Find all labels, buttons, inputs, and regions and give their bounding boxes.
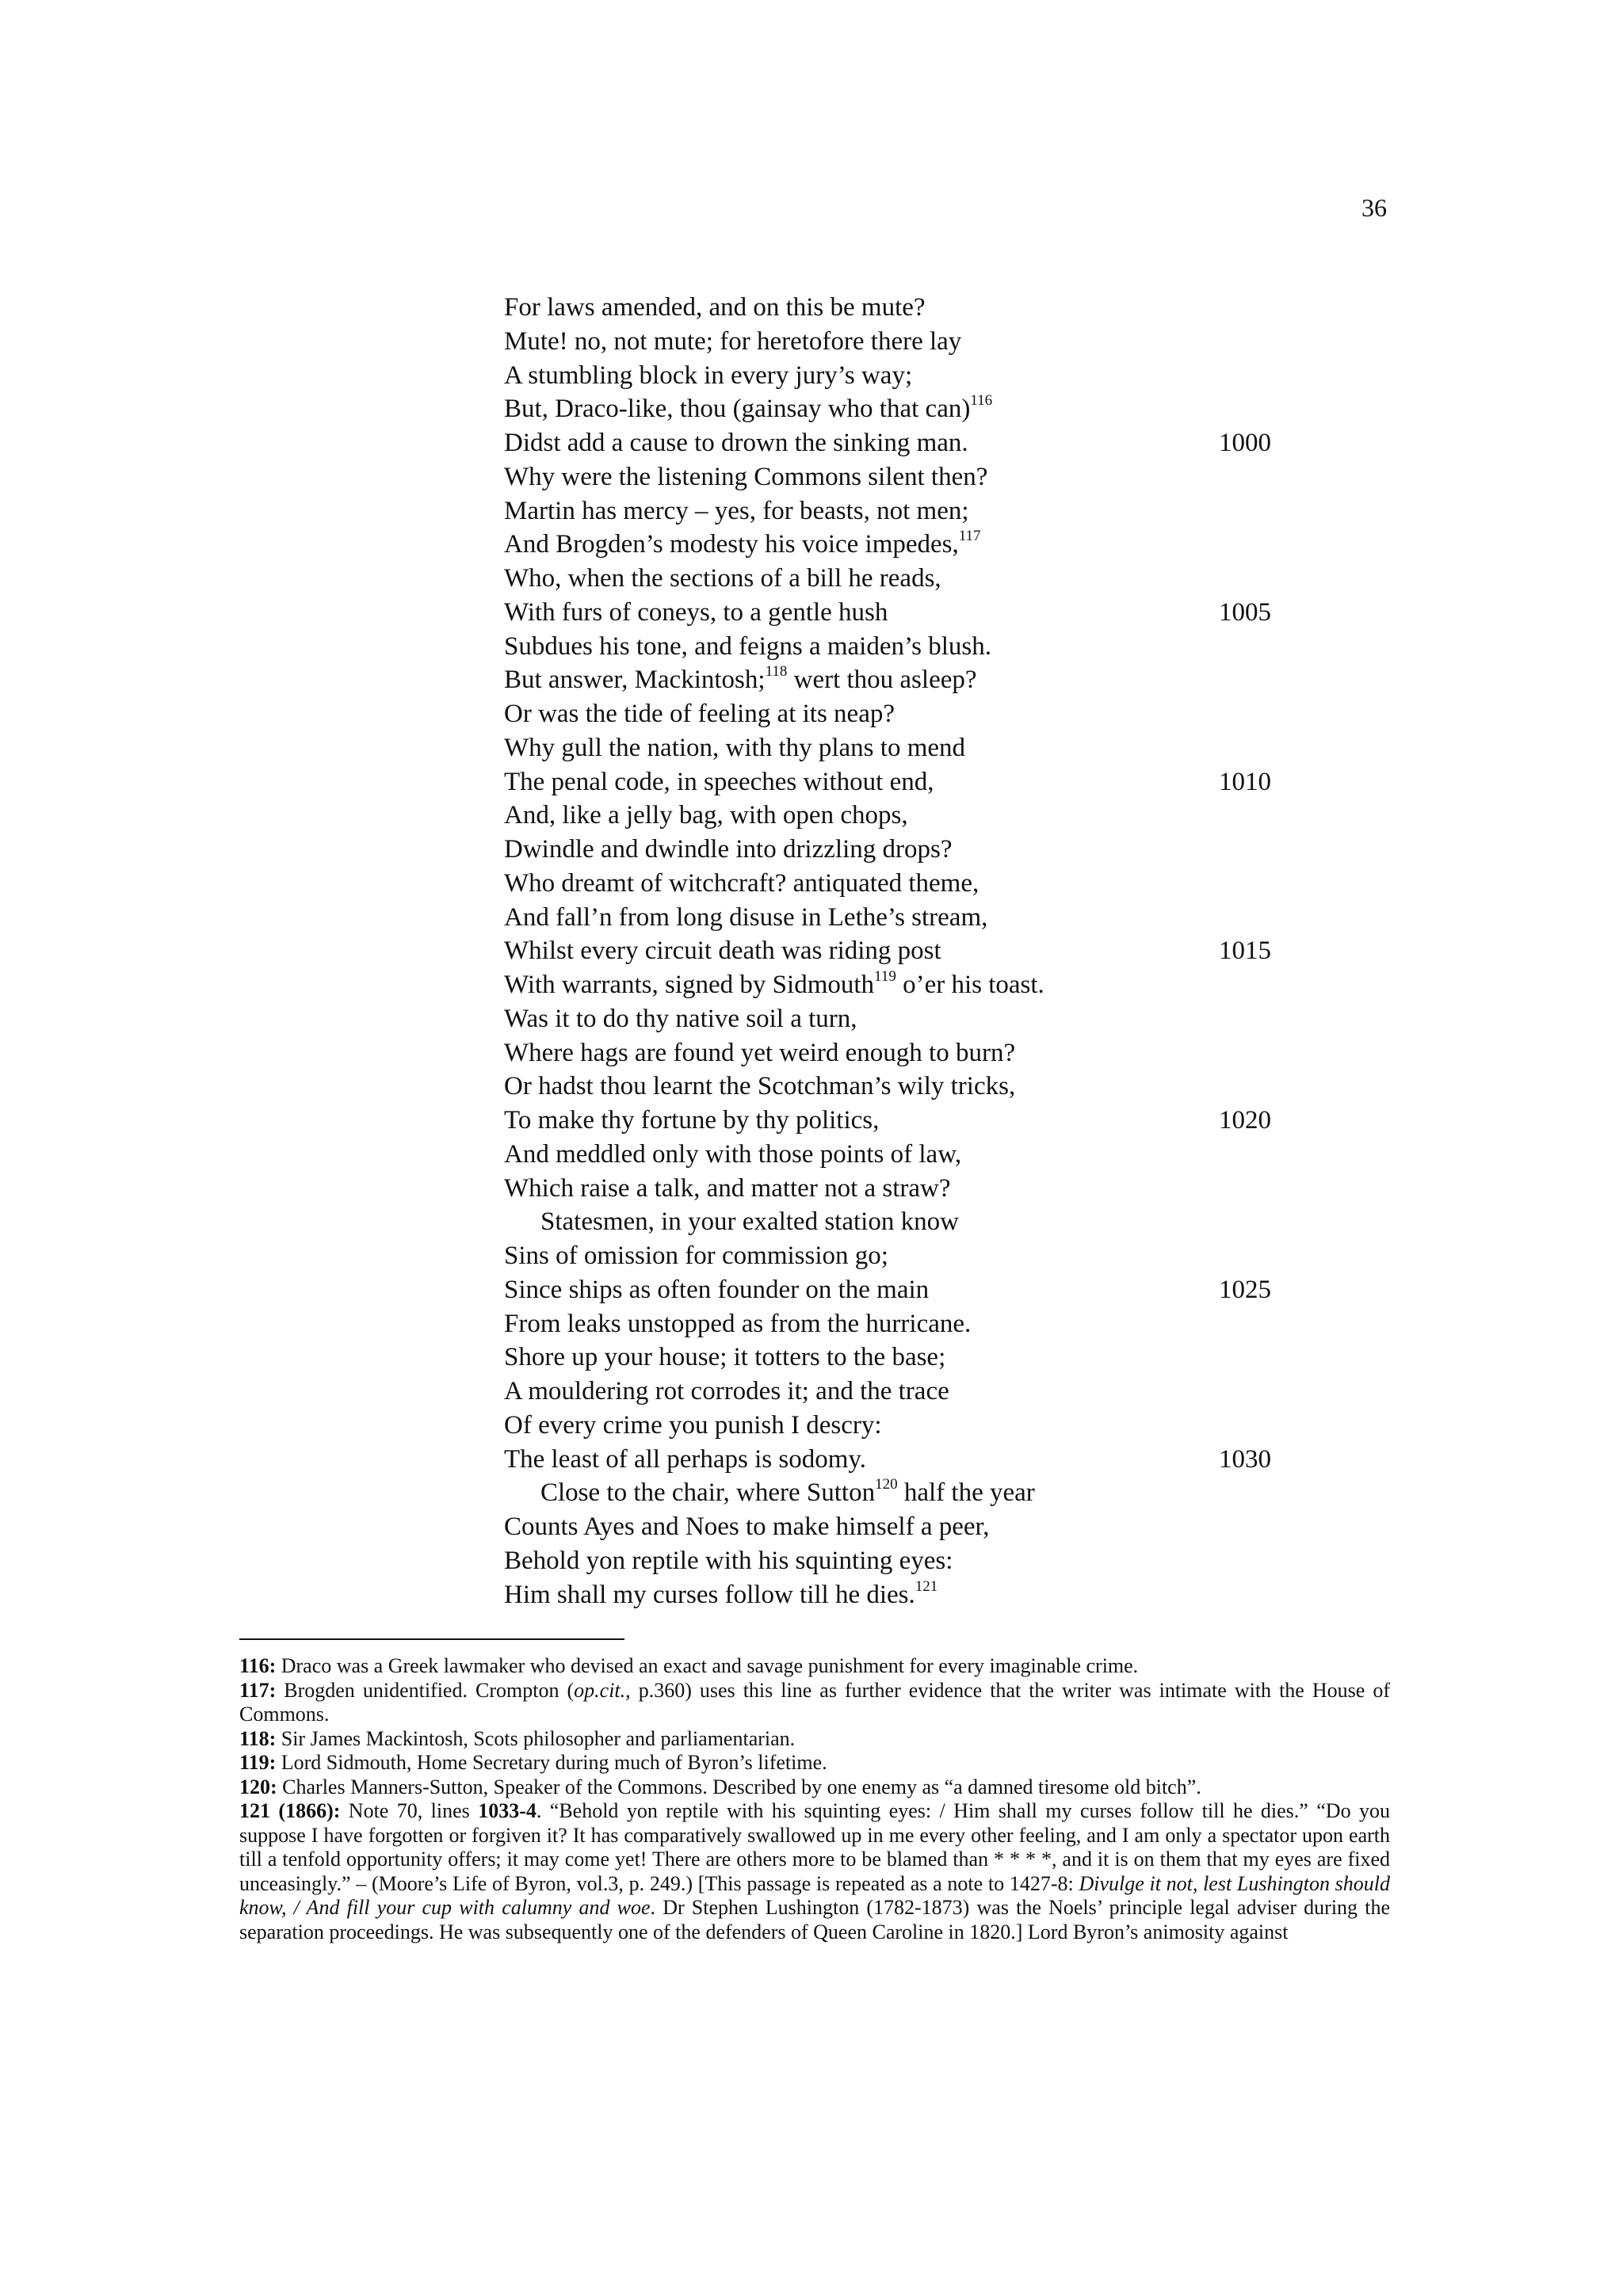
poem-line-words: The penal code, in speeches without end, [504, 767, 934, 796]
poem-line-text [504, 361, 912, 390]
poem-line-words: With warrants, signed by Sidmouth [504, 971, 875, 999]
poem-line-words: Why gull the nation, with thy plans to mend [504, 733, 966, 762]
poem-line-words: But answer, Mackintosh; [504, 666, 766, 695]
footnote-label: 118: [239, 1726, 277, 1750]
poem-line-text [504, 663, 977, 695]
poem-line-text [504, 1106, 879, 1135]
footnote-text: Brogden unidentified. Crompton ( [276, 1678, 575, 1702]
poem-line-words: But, Draco-like, thou (gainsay who that can) [504, 395, 971, 424]
poem-line [504, 1510, 1344, 1544]
poem-line-words: Or was the tide of feeling at its neap? [504, 700, 895, 728]
poem-line-words: For laws amended, and on this be mute? [504, 293, 926, 322]
footnote-text: Sir James Mackintosh, Scots philosopher and parliamentarian. [276, 1726, 796, 1750]
line-number: 1020 [1219, 1106, 1271, 1135]
poem-line [504, 901, 1344, 935]
footnote-text: . Dr Stephen Lushington (1782-1873) was the Noels’ principle legal adviser during the separation proceedings. He was subsequently one of the defenders of Queen Caroline in 1820.] Lord Byron’s animosity against [239, 1896, 1390, 1943]
poem-line [504, 392, 1344, 426]
poem-line-words: The least of all perhaps is sodomy. [504, 1444, 867, 1474]
poem-line-text [504, 835, 952, 864]
poem-line-words: Whilst every circuit death was riding post [504, 936, 941, 966]
poem-line-text [504, 598, 888, 627]
poem-line-words: Subdues his tone, and feigns a maiden’s blush. [504, 631, 992, 661]
footnote-120 [239, 1775, 1390, 1800]
poem-line-text [504, 700, 895, 728]
poem-line-text [504, 1377, 949, 1405]
poem-line [504, 1443, 1344, 1477]
poem-line-text [504, 327, 961, 356]
footnote-italic: op.cit. [574, 1678, 626, 1702]
poem-line [504, 359, 1344, 393]
poem-line-text [504, 801, 908, 830]
poem-line-words: And, like a jelly bag, with open chops, [504, 801, 908, 830]
poem-line [504, 1375, 1344, 1409]
footnote-label: 121 (1866): [239, 1799, 341, 1822]
footnote-reference: 119 [874, 968, 896, 985]
poem-line [504, 1578, 1344, 1612]
poem-line-text [504, 968, 1044, 999]
poem-line-words: With furs of coneys, to a gentle hush [504, 597, 888, 627]
poem-line-words: Statesmen, in your exalted station know [540, 1207, 959, 1237]
poem-line [504, 1341, 1344, 1375]
footnote-text: Note 70, lines [340, 1799, 479, 1822]
poem-line-text [504, 293, 926, 322]
footnote-117 [239, 1679, 1390, 1727]
line-number: 1010 [1219, 767, 1271, 796]
poem-line-words: o’er his toast. [896, 971, 1044, 999]
poem-line-words: wert thou asleep? [787, 666, 977, 695]
poem-line [504, 697, 1344, 731]
poem-line-text [504, 869, 979, 898]
poem-line-text [504, 392, 993, 424]
poem-line [504, 765, 1344, 799]
poem-line-words: To make thy fortune by thy politics, [504, 1106, 880, 1135]
poem-line-text [504, 1411, 882, 1440]
poem-line-words: And meddled only with those points of law, [504, 1139, 962, 1169]
poem-line-text [504, 903, 987, 932]
poem-line-words: Counts Ayes and Noes to make himself a peer, [504, 1512, 990, 1541]
footnote-text: Draco was a Greek lawmaker who devised an exact and savage punishment for every imaginable crime. [276, 1654, 1139, 1677]
poem-line-words: Or hadst thou learnt the Scotchman’s wily tricks, [504, 1072, 1016, 1101]
poem-line-text [504, 497, 969, 525]
footnote-119 [239, 1751, 1390, 1775]
poem-line-words: Martin has mercy – yes, for beasts, not men; [504, 496, 969, 525]
poem-line-words: Mute! no, not mute; for heretofore there lay [504, 326, 962, 356]
footnote-divider [239, 1638, 624, 1640]
poem-line [504, 325, 1344, 359]
poem-line [504, 1104, 1344, 1138]
poem-line-words: Him shall my curses follow till he dies. [504, 1580, 915, 1609]
footnote-text: , p.360) uses this line as further evidence that the writer was intimate with the House of Commons. [239, 1678, 1391, 1726]
poem-line-words: Didst add a cause to drown the sinking man. [504, 429, 968, 457]
poem-line-words: Behold yon reptile with his squinting eyes: [504, 1546, 953, 1575]
poem-line [504, 1070, 1344, 1104]
poem-line-text [504, 936, 941, 965]
poem-line-words: Why were the listening Commons silent then? [504, 462, 988, 491]
footnote-reference: 120 [875, 1476, 898, 1493]
poem-line-words: A mouldering rot corrodes it; and the trace [504, 1377, 949, 1405]
footnote-reference: 118 [765, 663, 788, 681]
footnote-text: Charles Manners-Sutton, Speaker of the Commons. Described by one enemy as “a damned tiresome old bitch”. [277, 1775, 1201, 1798]
poem-line-text [504, 1072, 1015, 1100]
footnotes [239, 1654, 1390, 1944]
poem-line [504, 1002, 1344, 1036]
poem-line-text [504, 1174, 951, 1203]
poem-line-words: Where hags are found yet weird enough to burn? [504, 1038, 1016, 1067]
footnote-label: 116: [239, 1654, 277, 1677]
poem-line-text [504, 530, 981, 559]
footnote-116 [239, 1654, 1390, 1679]
poem-line [504, 1544, 1344, 1578]
footnote-label: 117: [239, 1678, 277, 1702]
footnote-reference: 121 [915, 1577, 938, 1595]
poem-line [504, 460, 1344, 494]
poem-line [504, 426, 1344, 460]
poem-line [504, 799, 1344, 833]
poem-line-words: Who, when the sections of a bill he reads, [504, 564, 941, 593]
poem-line [504, 1239, 1344, 1273]
poem-line-text [504, 1343, 945, 1371]
poem-line-words: Who dreamt of witchcraft? antiquated theme, [504, 868, 980, 898]
poem-line-text [504, 429, 968, 457]
poem-line [504, 968, 1344, 1002]
poem-line-words: Of every crime you punish I descry: [504, 1410, 882, 1440]
poem-line-text [504, 1577, 938, 1609]
footnote-italic: Divulge it not, lest Lushington should know, / And fill your cup with calumny and woe [239, 1871, 1391, 1919]
poem-line [504, 562, 1344, 596]
poem-line-text [504, 1512, 989, 1541]
poem-line-words: Close to the chair, where Sutton [540, 1478, 876, 1508]
poem-line-text [504, 632, 991, 661]
poem-line-words: Dwindle and dwindle into drizzling drops? [504, 835, 953, 864]
poem-line [504, 1205, 1344, 1239]
footnote-text: . “Behold yon reptile with his squinting eyes: / Him shall my curses follow till he dies.” “Do you suppose I have forgotten or forgiven it? It has comparatively swallowed up in me every other feeling, and I am only a spectator upon earth till a tenfold opportunity offers; it may come yet! There are others more to be blamed than * * * *, and it is on them that my eyes are fixed unceasingly.” – (Moore’s Life of Byron, vol.3, p. 249.) [This passage is repeated as a note to 1427-8: [239, 1799, 1390, 1895]
poem-line [504, 663, 1344, 697]
poem-line [504, 630, 1344, 664]
poem-line-words: And fall’n from long disuse in Lethe’s stream, [504, 902, 988, 932]
poem-line [504, 494, 1344, 528]
poem-line [504, 1476, 1344, 1510]
poem-line-text [504, 1039, 1015, 1067]
poem-line-words: Sins of omission for commission go; [504, 1241, 888, 1270]
line-number: 1005 [1219, 597, 1271, 627]
poem-line-words: half the year [897, 1478, 1035, 1508]
poem-line [504, 731, 1344, 765]
poem-line-text [504, 768, 934, 796]
line-number: 1030 [1219, 1444, 1271, 1474]
poem-line-words: Since ships as often founder on the main [504, 1275, 930, 1304]
poem-line-text [504, 1140, 961, 1169]
poem-line [504, 1307, 1344, 1341]
poem-line-words: A stumbling block in every jury’s way; [504, 360, 913, 390]
poem-line-words: From leaks unstopped as from the hurricane. [504, 1309, 972, 1338]
poem-line-text [504, 734, 965, 762]
footnote-118 [239, 1727, 1390, 1752]
poem-line [504, 934, 1344, 968]
poem-line [504, 291, 1344, 325]
poem-line-words: Shore up your house; it totters to the base; [504, 1343, 946, 1372]
poem-line [504, 867, 1344, 901]
footnote-label: 119: [239, 1751, 277, 1774]
poem-line [504, 1409, 1344, 1443]
poem-line-text [504, 564, 941, 593]
page-number: 36 [1361, 193, 1387, 222]
poem-line-text [504, 1310, 971, 1338]
poem-line [504, 833, 1344, 867]
poem-line [504, 1273, 1344, 1307]
poem-line-text [504, 1445, 866, 1474]
footnote-reference: 116 [970, 392, 993, 410]
poem-line-words: Was it to do thy native soil a turn, [504, 1004, 857, 1033]
poem-line-text [504, 1241, 888, 1270]
line-number: 1015 [1219, 936, 1271, 966]
poem-line-text [504, 1276, 929, 1304]
poem-stanza [504, 291, 1344, 1611]
poem-line-text [504, 1547, 953, 1575]
poem-line [504, 528, 1344, 562]
poem-line [504, 1138, 1344, 1172]
poem-line-text [504, 463, 987, 491]
footnote-line-ref: 1033-4 [478, 1799, 537, 1822]
poem-line [504, 1172, 1344, 1206]
footnote-label: 120: [239, 1775, 277, 1798]
line-number: 1000 [1219, 429, 1271, 457]
line-number: 1025 [1219, 1275, 1271, 1304]
poem-line [504, 1036, 1344, 1070]
footnote-reference: 117 [958, 528, 981, 545]
poem-line [504, 596, 1344, 630]
footnote-121 [239, 1799, 1390, 1944]
poem-line-text [504, 1478, 1035, 1507]
poem-line-words: Which raise a talk, and matter not a straw? [504, 1173, 951, 1203]
poem-line-text [504, 1207, 959, 1236]
footnote-text: Lord Sidmouth, Home Secretary during much of Byron’s lifetime. [276, 1751, 827, 1774]
poem-line-text [504, 1005, 857, 1033]
poem-line-words: And Brogden’s modesty his voice impedes, [504, 530, 959, 559]
